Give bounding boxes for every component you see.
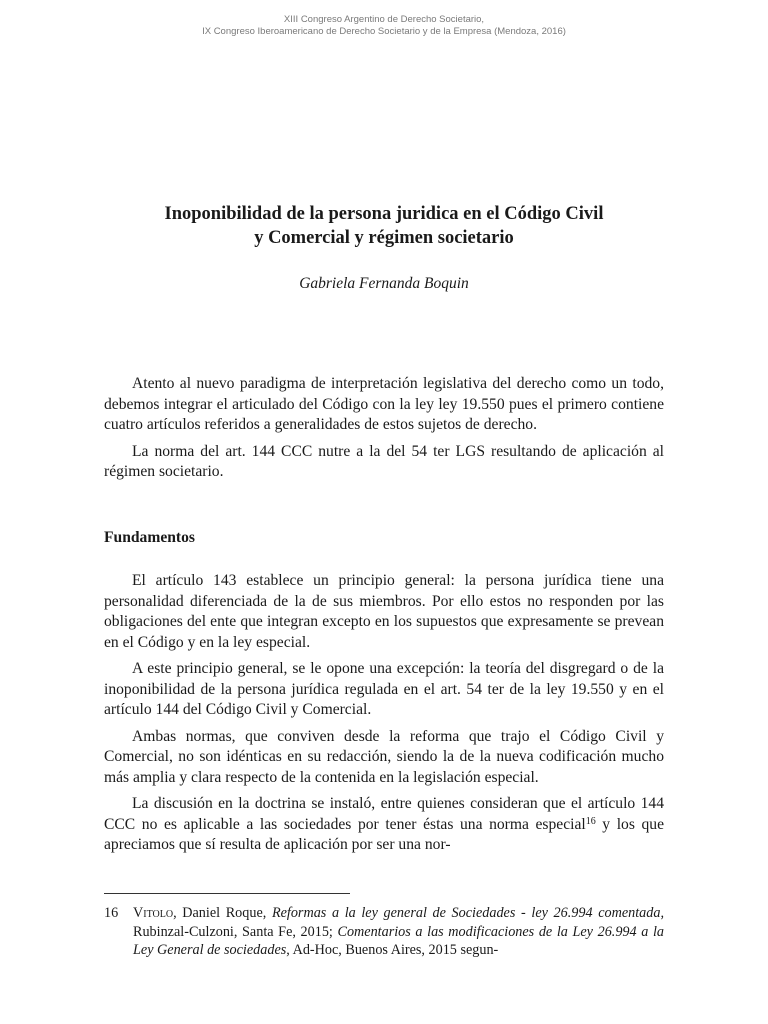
running-header	[0, 14, 768, 38]
title-line-2: y Comercial y régimen societario	[254, 228, 514, 248]
running-header-line-1: XIII Congreso Argentino de Derecho Societario,	[283, 14, 485, 25]
footnote-separator	[104, 893, 350, 894]
intro-paragraph: La norma del art. 144 CCC nutre a la del 54 ter LGS resultando de aplicación al régimen societario.	[104, 442, 664, 480]
footnote-number: 16	[104, 905, 119, 921]
body-paragraph: A este principio general, se le opone una excepción: la teoría del disgregard o de la inoponibilidad de la persona jurídica regulada en el art. 54 ter de la ley 19.550 y en el artículo 144 del Código Civil y Comercial.	[104, 660, 664, 718]
intro-section	[104, 374, 664, 489]
footnote	[104, 904, 664, 960]
footnote-publisher: Rubinzal-Culzoni, Santa Fe, 2015;	[133, 923, 338, 940]
footnote-text	[133, 904, 664, 960]
footnote-publisher: , Ad-Hoc, Buenos Aires, 2015 segun-	[286, 942, 499, 958]
footnote-work-title: Reformas a la ley general de Sociedades - ley 26.994 comentada,	[271, 905, 665, 921]
intro-paragraph: Atento al nuevo paradigma de interpretación legislativa del derecho como un todo, debemos integrar el articulado del Código con la ley ley 19.550 pues el primero contiene cuatro artículos referidos a generalidades de estos sujetos de derecho.	[104, 375, 664, 433]
title-line-1: Inoponibilidad de la persona juridica en el Código Civil	[164, 204, 604, 224]
main-section	[104, 571, 664, 862]
footnote-reference[interactable]: 16	[585, 815, 596, 827]
footnote-work-title: Comentarios a las modificaciones de la Ley 26.994 a la Ley General de sociedades	[133, 923, 664, 958]
body-paragraph-with-footnote-ref	[104, 794, 664, 856]
paragraph-text: y los que apreciamos que sí resulta de aplicación por ser una nor-	[104, 815, 664, 853]
author-name: Gabriela Fernanda Boquin	[299, 275, 469, 292]
running-header-line-2: IX Congreso Iberoamericano de Derecho Societario y de la Empresa (Mendoza, 2016)	[202, 26, 566, 37]
body-paragraph: El artículo 143 establece un principio general: la persona jurídica tiene una personalidad diferenciada de la de sus miembros. Por ello estos no responden por las obligaciones del ente que integran excepto en los supuestos que expresamente se prevean en el Código y en la ley especial.	[104, 572, 664, 651]
footnote-author: Vitolo	[133, 905, 174, 921]
section-heading: Fundamentos	[104, 529, 195, 546]
paragraph-text: La discusión en la doctrina se instaló, entre quienes consideran que el artículo 144 CCC no es aplicable a las sociedades por tener éstas una norma especial	[104, 795, 664, 833]
article-title	[0, 202, 768, 250]
body-paragraph: Ambas normas, que conviven desde la reforma que trajo el Código Civil y Comercial, no son idénticas en su redacción, siendo la de la nueva codificación mucho más amplia y clara respecto de la contenida en la legislación especial.	[104, 727, 664, 786]
footnote-author-rest: , Daniel Roque,	[173, 905, 272, 921]
